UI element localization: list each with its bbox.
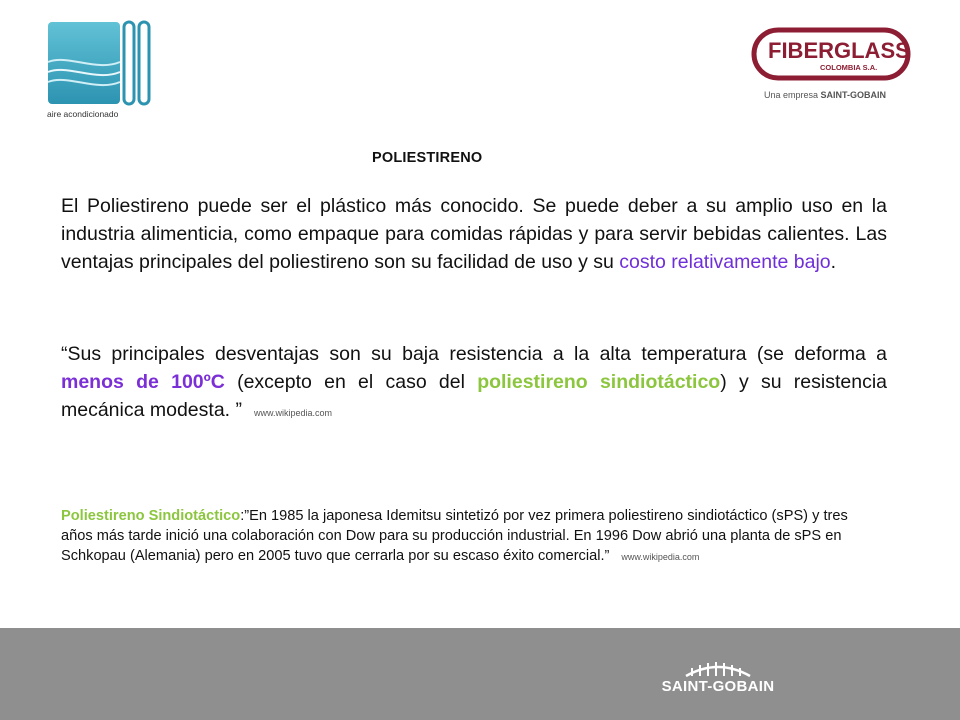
svg-text:FIBERGLASS: [768, 38, 910, 63]
sps-label: Poliestireno Sindiotáctico: [61, 508, 241, 524]
sps-term: poliestireno sindiotáctico: [477, 371, 721, 393]
intro-text: El Poliestireno puede ser el plástico más conocido. Se puede deber a su amplio uso en la industria alimenticia, como empaque para comidas rápidas y para servir bebidas calientes. Las ventajas principales del poliestireno son su facilidad de uso y su: [61, 195, 887, 273]
source-link: www.wikipedia.com: [621, 552, 700, 562]
page-title: POLIESTIRENO: [372, 150, 483, 166]
brand-part1: FIBER: [768, 38, 834, 63]
source-link: www.wikipedia.com: [254, 408, 333, 418]
disadvantages-paragraph: [61, 340, 887, 427]
fiberglass-logo-icon: [750, 26, 912, 88]
disadvantages-mid: (excepto en el caso del: [224, 371, 478, 393]
sps-text: :”En 1985 la japonesa Idemitsu sintetizó por vez primera poliestireno sindiotáctico (sPS) y tres años más tarde inició una colaboración con Dow para su producción industrial. En 1996 Dow abrió una planta de sPS en Schkopau (Alemania) pero en 2005 tuvo que cerrarla por su escaso éxito comercial.”: [61, 508, 848, 564]
temperature-highlight: menos de 100ºC: [61, 371, 225, 393]
brand-part2: GLASS: [834, 38, 910, 63]
logo-tagline: [764, 90, 886, 100]
footer-brand: SAINT-GOBAIN: [661, 678, 775, 695]
sps-paragraph: [61, 506, 881, 567]
intro-paragraph: [61, 192, 887, 276]
tagline-brand: SAINT-GOBAIN: [820, 90, 887, 100]
fiberglass-logo: [750, 26, 912, 110]
brand-sub: COLOMBIA S.A.: [820, 63, 878, 72]
logo-caption: aire acondicionado: [47, 109, 119, 119]
disadvantages-end: ) y su resistencia mecánica modesta. ”: [61, 371, 887, 421]
intro-end: .: [830, 251, 837, 273]
saint-gobain-logo: [652, 656, 784, 700]
air-conditioning-logo-icon: [44, 18, 156, 110]
cost-highlight: costo relativamente bajo: [619, 251, 831, 273]
aire-acondicionado-logo: [44, 18, 156, 124]
footer-bar: [0, 628, 960, 720]
disadvantages-start: “Sus principales desventajas son su baja resistencia a la alta temperatura (se deforma a: [61, 343, 887, 365]
arches-icon: [652, 656, 784, 678]
tagline-prefix: Una empresa: [764, 90, 819, 100]
